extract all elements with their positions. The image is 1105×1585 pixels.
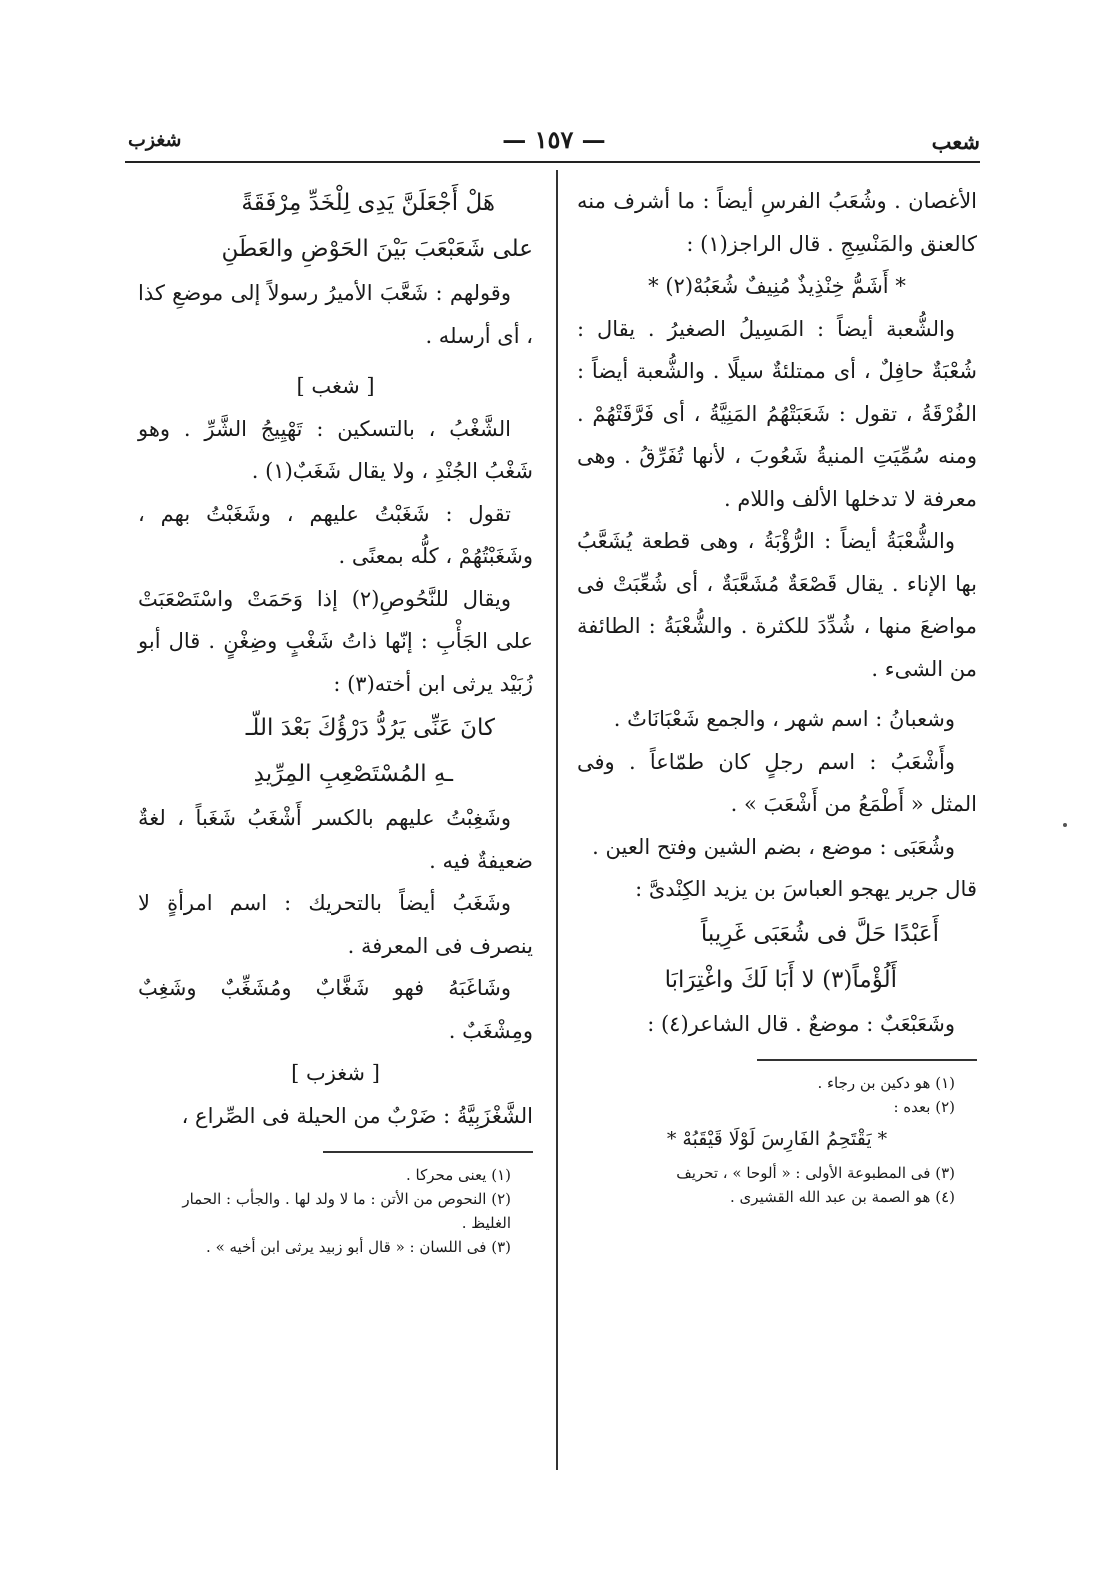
- footnote-divider: [757, 1059, 977, 1061]
- verse-line: على شَعَبْعَبَ بَيْنَ الحَوْضِ والعَطَنِ: [221, 236, 533, 262]
- paragraph: الأغصان . وشُعَبُ الفرسِ أيضاً : ما أشرف منه كالعنق والمَنْسِجِ . قال الراجز(١) :: [577, 189, 977, 256]
- footnote: (٢) النحوص من الأتن : ما لا ولد لها . والجأب : الحمار الغليظ .: [182, 1189, 511, 1232]
- paragraph: وشَغِبْتُ عليهم بالكسر أَشْغَبُ شَغَباً ، لغةٌ ضعيفةٌ فيه .: [138, 806, 533, 873]
- paragraph: تقول : شَغَبْتُ عليهم ، وشَغَبْتُ بهم ، وشَغَبْتُهُمْ ، كلُّه بمعنًى .: [138, 501, 533, 568]
- right-column: [577, 180, 977, 1209]
- paragraph: وقولهم : شَعَّبَ الأميرُ رسولاً إلى موضعِ كذا ، أى أرسله .: [138, 281, 533, 348]
- column-divider: [556, 170, 558, 1470]
- paragraph: وشُعَبَى : موضع ، بضم الشين وفتح العين .: [592, 834, 955, 859]
- paragraph: وشَاغَبَهُ فهو شَغَّابٌ ومُشَغِّبٌ وشَغِبٌ ومِشْغَبٌ .: [138, 976, 533, 1043]
- verse-line: أَعَبْدًا حَلَّ فى شُعَبَى غَرِيباً: [700, 920, 939, 947]
- footnote: (١) يعنى محركا .: [406, 1165, 511, 1184]
- page-number: — ١٥٧ —: [502, 125, 606, 154]
- footnote: (١) هو دكين بن رجاء .: [817, 1073, 955, 1092]
- verse-line: كانَ عَنِّى يَرُدُّ دَرْؤُكَ بَعْدَ اللّـ: [245, 715, 495, 741]
- paragraph: وشَغَبُ أيضاً بالتحريك : اسم امرأةٍ لا ينصرف فى المعرفة .: [138, 891, 533, 958]
- verse-line: ـهِ المُسْتَصْعِبِ المِرِّيدِ: [253, 761, 453, 787]
- left-column: [138, 180, 533, 1259]
- header-entry-left: شغزب: [128, 129, 182, 151]
- header-divider: [125, 161, 980, 163]
- paragraph: قال جرير يهجو العباسَ بن يزيد الكِنْدىَّ :: [635, 877, 977, 901]
- paragraph: الشَّغْزَبِيَّةُ : ضَرْبٌ من الحيلة فى الصِّراع ،: [181, 1103, 533, 1128]
- scan-speck: [1063, 823, 1067, 827]
- verse-line: أَلُؤْماً(٣) لا أَبَا لَكَ واغْتِرَابَا: [664, 966, 897, 993]
- entry-heading: [ شغب ]: [296, 374, 375, 398]
- header-entry-right: شعب: [931, 129, 980, 154]
- paragraph: ويقال للنَّحُوصِ(٢) إذا وَحَمَتْ واسْتَصْعَبَتْ على الجَأْبِ : إنّها ذاتُ شَغْبٍ وضِغْنٍ . قال أبو زُبَيْد يرثى ابن أخته(٣) :: [138, 586, 533, 696]
- entry-heading: [ شغزب ]: [291, 1061, 380, 1085]
- footnote: (٣) فى المطبوعة الأولى : « ألوحا » ، تحريف: [676, 1163, 955, 1182]
- verse-line: هَلْ أَجْعَلَنَّ يَدِى لِلْخَدِّ مِرْفَقَةً: [241, 190, 495, 216]
- paragraph: وأَشْعَبُ : اسم رجلٍ كان طمّاعاً . وفى المثل « أَطْمَعُ من أَشْعَبَ » .: [577, 749, 977, 816]
- paragraph: الشَّغْبُ ، بالتسكين : تَهْيِيجُ الشَّرِّ . وهو شَغْبُ الجُنْدِ ، ولا يقال شَغَبٌ(١) .: [138, 416, 533, 483]
- paragraph: والشُّعْبَةُ أيضاً : الرُّؤْبَةُ ، وهى قطعة يُشَعَّبُ بها الإناء . يقال قَصْعَةٌ مُشَعَّبَةٌ ، أى شُعِّبَتْ فى مواضعَ منها ، شُدِّدَ للكثرة . والشُّعْبَةُ : الطائفة من الشىء .: [577, 529, 977, 681]
- rajaz-verse: * أَشَمُّ خِنْذِيذٌ مُنِيفٌ شُعَبُهْ(٢) *: [648, 274, 906, 298]
- paragraph: وشَعَبْعَبٌ : موضعٌ . قال الشاعر(٤) :: [647, 1011, 955, 1036]
- footnote: (٢) بعده :: [893, 1097, 955, 1116]
- footnote-verse: * يَقْتَحِمُ الفَارِسَ لَوْلَا قَيْقَبُهْ *: [666, 1127, 888, 1150]
- paragraph: والشُّعبة أيضاً : المَسِيلُ الصغيرُ . يقال : شُعْبَةٌ حافِلٌ ، أى ممتلئةٌ سيلًا . والشُّعبة أيضاً : الفُرْقَةُ ، تقول : شَعَبَتْهُمُ المَنِيَّةُ ، أى فَرَّقَتْهُمْ . ومنه سُمِّيَتِ المنيةُ شَعُوبَ ، لأنها تُفَرِّقُ . وهى معرفة لا تدخلها الألف واللام .: [577, 316, 977, 511]
- footnote: (٣) فى اللسان : « قال أبو زبيد يرثى ابن أخيه » .: [206, 1237, 511, 1256]
- paragraph: وشعبانُ : اسم شهر ، والجمع شَعْبَانَاتٌ .: [613, 707, 955, 731]
- page-header: [128, 125, 980, 159]
- footnote-divider: [323, 1151, 533, 1153]
- footnote: (٤) هو الصمة بن عبد الله القشيرى .: [730, 1187, 955, 1206]
